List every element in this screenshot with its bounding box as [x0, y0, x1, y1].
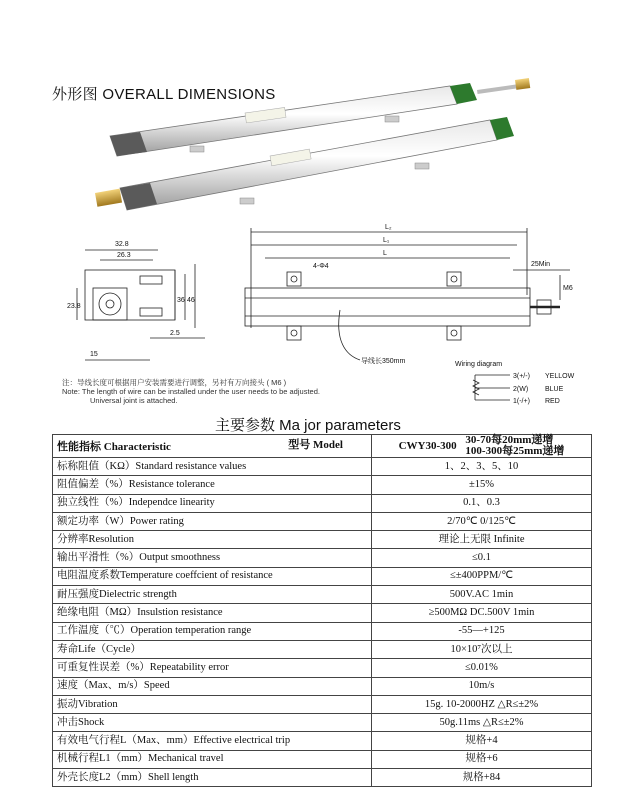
row-value: 50g.11ms △R≤±2% — [372, 714, 592, 732]
header-series: CWY30-300 — [398, 439, 457, 452]
dim-2-5: 2.5 — [170, 330, 180, 337]
row-label: 外壳长度L2（mm）Shell length — [53, 769, 372, 787]
table-row — [53, 732, 592, 750]
table-row — [53, 695, 592, 713]
pin-1: 1(-/+) — [513, 398, 530, 405]
row-label: 机械行程L1（mm）Mechanical travel — [53, 750, 372, 768]
row-label: 额定功率（W）Power rating — [53, 512, 372, 530]
row-label: 分辨率Resolution — [53, 531, 372, 549]
dim-hole: 4-Φ4 — [313, 263, 329, 270]
table-row — [53, 714, 592, 732]
row-label: 可重复性误差（%）Repeatability error — [53, 659, 372, 677]
row-label: 阻值偏差（%）Resistance tolerance — [53, 476, 372, 494]
dim-15: 15 — [90, 351, 98, 358]
row-value: 1、2、3、5、10 — [372, 458, 592, 476]
row-label: 寿命Life（Cycle） — [53, 640, 372, 658]
header-rule-1: 30-70每20mm递增 — [465, 434, 554, 446]
row-label: 有效电气行程L（Max、mm）Effective electrical trip — [53, 732, 372, 750]
row-value: 规格+6 — [372, 750, 592, 768]
dim-36: 36 — [177, 297, 185, 304]
row-label: 耐压强度Dielectric strength — [53, 586, 372, 604]
table-row — [53, 622, 592, 640]
row-value: 规格+4 — [372, 732, 592, 750]
parameters-table — [52, 434, 592, 787]
product-photo — [95, 78, 565, 228]
row-label: 输出平滑性（%）Output smoothness — [53, 549, 372, 567]
table-row — [53, 494, 592, 512]
wiring-title: Wiring diagram — [455, 361, 503, 368]
row-value: ≤0.1 — [372, 549, 592, 567]
dim-l: L — [383, 250, 387, 257]
table-row — [53, 531, 592, 549]
row-value: ≤±400PPM/℃ — [372, 567, 592, 585]
note-line-2: Note: The length of wire can be installed under the user needs to be adjusted. — [62, 387, 320, 396]
row-value: 2/70℃ 0/125℃ — [372, 512, 592, 530]
table-row — [53, 458, 592, 476]
dim-26-3: 26.3 — [117, 252, 131, 259]
row-label: 工作温度（℃）Operation temperation range — [53, 622, 372, 640]
table-row — [53, 567, 592, 585]
pin-2: 2(W) — [513, 386, 529, 393]
row-value: ≤0.01% — [372, 659, 592, 677]
row-value: -55—+125 — [372, 622, 592, 640]
row-label: 冲击Shock — [53, 714, 372, 732]
dim-32-8: 32.8 — [115, 241, 129, 248]
dim-46: 46 — [187, 297, 195, 304]
table-row — [53, 769, 592, 787]
dim-25min: 25Min — [531, 261, 551, 268]
cable-length: 导线长350mm — [361, 358, 406, 365]
table-body — [53, 458, 592, 787]
row-value: 15g. 10-2000HZ △R≤±2% — [372, 695, 592, 713]
row-value: 500V.AC 1min — [372, 586, 592, 604]
table-row — [53, 750, 592, 768]
dim-23-8: 23.8 — [67, 303, 81, 310]
dim-l2: L₂ — [385, 224, 392, 231]
header-series-cell — [372, 435, 592, 458]
row-value: 0.1、0.3 — [372, 494, 592, 512]
dim-m6: M6 — [563, 285, 573, 292]
pin-2-color: BLUE — [545, 386, 564, 393]
row-value: ≥500MΩ DC.500V 1min — [372, 604, 592, 622]
row-label: 速度（Max、m/s）Speed — [53, 677, 372, 695]
note-line-3: Universal joint is attached. — [90, 396, 178, 405]
row-label: 振动Vibration — [53, 695, 372, 713]
table-row — [53, 659, 592, 677]
table-row — [53, 640, 592, 658]
row-label: 电阻温度系数Temperature coeffcient of resistance — [53, 567, 372, 585]
row-value: ±15% — [372, 476, 592, 494]
header-rule-2: 100-300每25mm递增 — [465, 445, 565, 457]
table-row — [53, 549, 592, 567]
row-label: 独立线性（%）Independce linearity — [53, 494, 372, 512]
pin-3-color: YELLOW — [545, 373, 575, 380]
table-row — [53, 512, 592, 530]
dim-l1: L₁ — [383, 237, 390, 244]
header-model: 型号 Model — [288, 439, 343, 451]
table-row — [53, 677, 592, 695]
header-characteristic-cell — [53, 435, 372, 458]
major-parameters-title: 主要参数 Ma jor parameters — [215, 417, 401, 434]
table-row — [53, 476, 592, 494]
pin-1-color: RED — [545, 398, 560, 405]
row-label: 标称阻值（KΩ）Standard resistance values — [53, 458, 372, 476]
table-header — [53, 435, 592, 458]
overall-dimensions-title: 外形图 OVERALL DIMENSIONS — [52, 86, 276, 103]
row-value: 理论上无限 Infinite — [372, 531, 592, 549]
row-value: 规格+84 — [372, 769, 592, 787]
header-characteristic: 性能指标 Characteristic — [57, 441, 171, 453]
row-label: 绝缘电阻（MΩ）Insulstion resistance — [53, 604, 372, 622]
pin-3: 3(+/-) — [513, 373, 530, 380]
table-row — [53, 604, 592, 622]
table-row — [53, 586, 592, 604]
row-value: 10×10⁷次以上 — [372, 640, 592, 658]
row-value: 10m/s — [372, 677, 592, 695]
note-line-1: 注：导线长度可根据用户安装需要进行调整，另衬有万向接头 ( M6 ) — [62, 378, 287, 387]
